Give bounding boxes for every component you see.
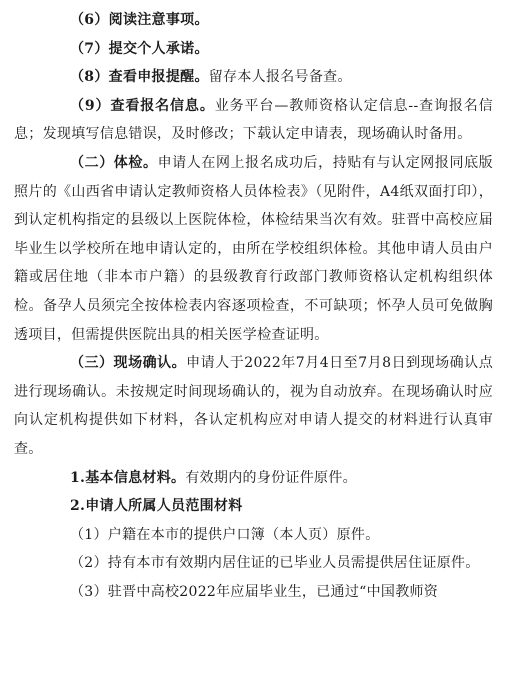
paragraph-6-heading: （三）现场确认。	[70, 355, 187, 372]
paragraph-9	[14, 521, 493, 550]
paragraph-3-text: 留存本人报名号备查。	[208, 69, 352, 86]
paragraph-3-heading: （8）查看申报提醒。	[70, 69, 209, 86]
paragraph-11-text: （3）驻晋中高校2022年应届毕业生，已通过“中国教师资	[70, 583, 439, 600]
paragraph-1	[14, 6, 493, 35]
paragraph-7	[14, 464, 493, 493]
paragraph-11	[14, 578, 493, 607]
paragraph-2-heading: （7）提交个人承诺。	[70, 40, 209, 57]
paragraph-9-text: （1）户籍在本市的提供户口簿（本人页）原件。	[70, 526, 380, 543]
paragraph-8-heading: 2.申请人所属人员范围材料	[70, 498, 243, 515]
paragraph-8	[14, 492, 493, 521]
paragraph-3	[14, 63, 493, 92]
paragraph-5-text: 申请人在网上报名成功后，持贴有与认定网报同底版照片的《山西省申请认定教师资格人员体检表》（见附件，A4纸双面打印），到认定机构指定的县级以上医院体检，体检结果当次有效。驻晋中高校应届毕业生以学校所在地申请认定的，由所在学校组织体检。其他申请人员由户籍或居住地（非本市户籍）的县级教育行政部门教师资格认定机构组织体检。备孕人员须完全按体检表内容逐项检查，不可缺项；怀孕人员可免做胸透项目，但需提供医院出具的相关医学检查证明。	[14, 154, 493, 343]
paragraph-6	[14, 349, 493, 463]
paragraph-5-heading: （二）体检。	[70, 154, 158, 171]
paragraph-6-text: 申请人于2022年7月4日至7月8日到现场确认点进行现场确认。未按规定时间现场确认的，视为自动放弃。在现场确认时应向认定机构提供如下材料，各认定机构应对申请人提交的材料进行认真审查。	[14, 355, 493, 457]
paragraph-5	[14, 149, 493, 349]
paragraph-2	[14, 35, 493, 64]
paragraph-4	[14, 92, 493, 149]
paragraph-10-text: （2）持有本市有效期内居住证的已毕业人员需提供居住证原件。	[70, 555, 480, 572]
paragraph-4-text: 业务平台—教师资格认定信息--查询报名信息；发现填写信息错误，及时修改；下载认定申请表，现场确认时备用。	[14, 97, 493, 143]
paragraph-7-heading: 1.基本信息材料。	[70, 469, 186, 486]
paragraph-10	[14, 549, 493, 578]
paragraph-7-text: 有效期内的身份证件原件。	[185, 469, 357, 486]
paragraph-1-heading: （6）阅读注意事项。	[70, 12, 209, 28]
paragraph-4-heading: （9）查看报名信息。	[70, 97, 215, 114]
